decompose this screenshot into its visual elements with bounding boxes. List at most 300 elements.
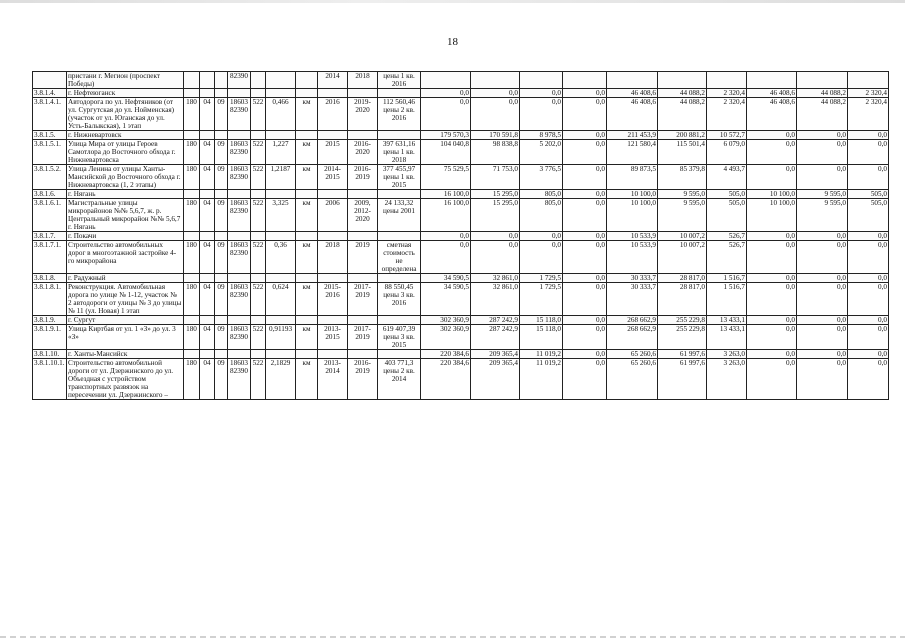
cell-expense-type: 522 [251,199,266,232]
cell-2019-region: 287 242,9 [471,325,520,350]
cell-2019-total: 75 529,5 [421,165,471,190]
cell-expense-type: 522 [251,165,266,190]
cell-2020-region: 9 595,0 [658,199,707,232]
cell-build-years [348,190,378,199]
cell-code: 3.8.1.4. [33,89,67,98]
cell-2019-local: 15 118,0 [520,316,563,325]
cell-object-name: г. Радужный [67,274,184,283]
table-row [33,283,889,316]
cell-expense-type [251,316,266,325]
table-row [33,165,889,190]
cell-object-name: Автодорога по ул. Нефтяников (от ул. Сургутская до ул. Нойменская) (участок от ул. Юганская до ул. Усть-Балыкская), 1 этап [67,98,184,131]
cell-2021-local [848,72,889,89]
cell-2019-total: 0,0 [421,98,471,131]
cell-2019-total: 34 590,5 [421,274,471,283]
cell-2020-local: 1 516,7 [707,283,747,316]
cell-target-article: 82390 [228,72,251,89]
cell-capacity: 1,2187 [266,165,296,190]
cell-2019-local: 5 202,0 [520,140,563,165]
cell-section [200,274,215,283]
scan-edge-top [0,0,905,3]
cell-section: 04 [200,283,215,316]
cell-object-name: Улица Мира от улицы Героев Самотлора до Восточного обхода г. Нижневартовска [67,140,184,165]
cell-code: 3.8.1.6.1. [33,199,67,232]
cell-2021-local: 0,0 [848,232,889,241]
cell-2020-region: 61 997,6 [658,350,707,359]
cell-2020-region: 61 997,6 [658,359,707,400]
cell-subsection [215,131,228,140]
cell-unit [296,316,318,325]
cell-2021-region: 0,0 [797,131,848,140]
cell-section: 04 [200,140,215,165]
cell-target-article [228,131,251,140]
cell-2021-region: 0,0 [797,232,848,241]
cell-build-years: 2009, 2012-2020 [348,199,378,232]
cell-code: 3.8.1.8.1. [33,283,67,316]
cell-object-name: пристани г. Мегион (проспект Победы) [67,72,184,89]
cell-2019-other: 0,0 [563,89,607,98]
cell-2021-local: 0,0 [848,274,889,283]
cell-2020-local: 6 079,0 [707,140,747,165]
cell-2021-local: 0,0 [848,131,889,140]
cell-2019-local: 11 019,2 [520,359,563,400]
cell-target-article [228,190,251,199]
cell-ministry-code: 180 [184,165,200,190]
cell-2020-region: 10 007,2 [658,232,707,241]
cell-2019-local: 1 729,5 [520,283,563,316]
cell-unit [296,131,318,140]
cell-2021-local: 505,0 [848,199,889,232]
cell-2019-local: 3 776,5 [520,165,563,190]
cell-design-years: 2016 [318,98,348,131]
cell-2020-total: 10 533,9 [607,241,658,274]
cell-estimated-cost: 619 407,39 цены 3 кв. 2015 [378,325,421,350]
table-body [33,72,889,400]
cell-subsection [215,190,228,199]
cell-2019-other: 0,0 [563,190,607,199]
cell-capacity: 1,227 [266,140,296,165]
cell-unit [296,274,318,283]
cell-2020-local: 13 433,1 [707,325,747,350]
cell-unit: км [296,283,318,316]
cell-2021-total: 0,0 [747,131,797,140]
cell-expense-type [251,131,266,140]
cell-2021-local: 0,0 [848,316,889,325]
cell-unit [296,232,318,241]
cell-2019-other [563,72,607,89]
cell-code [33,72,67,89]
cell-2019-other: 0,0 [563,199,607,232]
cell-2020-region: 28 817,0 [658,274,707,283]
cell-unit [296,190,318,199]
cell-capacity [266,190,296,199]
cell-unit [296,350,318,359]
cell-2019-total: 104 040,8 [421,140,471,165]
cell-2021-region: 0,0 [797,165,848,190]
cell-subsection [215,232,228,241]
cell-code: 3.8.1.7. [33,232,67,241]
cell-section [200,89,215,98]
cell-2019-other: 0,0 [563,131,607,140]
cell-2020-local: 505,0 [707,190,747,199]
cell-build-years: 2017-2019 [348,325,378,350]
cell-subsection: 09 [215,325,228,350]
cell-2021-local: 505,0 [848,190,889,199]
table-row [33,89,889,98]
cell-target-article: 18603 82390 [228,140,251,165]
cell-design-years [318,190,348,199]
cell-code: 3.8.1.6. [33,190,67,199]
cell-2019-region: 15 295,0 [471,190,520,199]
cell-2021-region: 9 595,0 [797,199,848,232]
cell-2019-total: 0,0 [421,89,471,98]
cell-design-years: 2018 [318,241,348,274]
cell-target-article [228,350,251,359]
cell-capacity [266,131,296,140]
cell-2019-region [471,72,520,89]
cell-object-name: г. Покачи [67,232,184,241]
cell-design-years: 2006 [318,199,348,232]
cell-2021-total: 46 408,6 [747,89,797,98]
cell-subsection: 09 [215,165,228,190]
cell-2021-local: 0,0 [848,325,889,350]
cell-code: 3.8.1.9. [33,316,67,325]
table-row [33,199,889,232]
cell-2021-total: 0,0 [747,274,797,283]
cell-estimated-cost [378,190,421,199]
cell-2020-local: 10 572,7 [707,131,747,140]
cell-2019-local: 805,0 [520,199,563,232]
cell-2021-total: 0,0 [747,165,797,190]
cell-subsection: 09 [215,359,228,400]
cell-object-name: Строительство автомобильной дороги от ул. Дзержинского до ул. Объездная с устройством транспортных развязок на пересечении ул. Дзержинского – [67,359,184,400]
cell-subsection [215,89,228,98]
cell-estimated-cost [378,131,421,140]
cell-section [200,232,215,241]
cell-expense-type: 522 [251,241,266,274]
cell-section [200,350,215,359]
cell-2019-other: 0,0 [563,165,607,190]
cell-2021-region: 0,0 [797,274,848,283]
cell-2021-total: 0,0 [747,140,797,165]
cell-ministry-code: 180 [184,98,200,131]
cell-estimated-cost [378,274,421,283]
cell-design-years: 2015-2016 [318,283,348,316]
cell-2021-local: 0,0 [848,350,889,359]
cell-2021-total: 0,0 [747,359,797,400]
cell-code: 3.8.1.7.1. [33,241,67,274]
cell-2021-region: 0,0 [797,140,848,165]
cell-2020-region: 200 881,2 [658,131,707,140]
cell-2019-local: 15 118,0 [520,325,563,350]
cell-2019-other: 0,0 [563,98,607,131]
table-row [33,274,889,283]
cell-unit: км [296,199,318,232]
cell-2021-region: 44 088,2 [797,98,848,131]
cell-ministry-code [184,131,200,140]
cell-subsection: 09 [215,241,228,274]
cell-design-years [318,131,348,140]
cell-design-years: 2014-2015 [318,165,348,190]
cell-2020-total: 46 408,6 [607,98,658,131]
cell-subsection: 09 [215,283,228,316]
cell-target-article [228,232,251,241]
cell-build-years [348,350,378,359]
cell-subsection [215,350,228,359]
budget-table-wrapper [32,71,888,400]
cell-code: 3.8.1.5. [33,131,67,140]
cell-2020-total: 65 260,6 [607,359,658,400]
cell-2021-total: 0,0 [747,232,797,241]
cell-object-name: Строительство автомобильных дорог в многоэтажной застройке 4-го микрорайона [67,241,184,274]
cell-2020-total: 65 260,6 [607,350,658,359]
cell-2019-total: 16 100,0 [421,190,471,199]
cell-subsection: 09 [215,98,228,131]
cell-2019-other: 0,0 [563,232,607,241]
cell-estimated-cost: 88 550,45 цены 3 кв. 2016 [378,283,421,316]
cell-2019-region: 32 861,0 [471,283,520,316]
cell-estimated-cost: 377 455,97 цены 1 кв. 2015 [378,165,421,190]
cell-build-years: 2016-2019 [348,359,378,400]
cell-unit [296,89,318,98]
table-row [33,190,889,199]
cell-object-name: г. Ханты-Мансийск [67,350,184,359]
cell-2020-region: 44 088,2 [658,98,707,131]
cell-section [200,316,215,325]
cell-expense-type [251,89,266,98]
cell-2021-total: 0,0 [747,325,797,350]
cell-design-years [318,316,348,325]
cell-section [200,190,215,199]
cell-2019-local: 805,0 [520,190,563,199]
cell-code: 3.8.1.10. [33,350,67,359]
table-row [33,325,889,350]
cell-capacity: 0,466 [266,98,296,131]
cell-capacity: 0,91193 [266,325,296,350]
table-row [33,140,889,165]
cell-unit: км [296,98,318,131]
cell-design-years: 2014 [318,72,348,89]
cell-2020-total: 10 100,0 [607,190,658,199]
cell-2019-total: 0,0 [421,232,471,241]
cell-estimated-cost: сметная стоимость не определена [378,241,421,274]
cell-target-article: 18603 82390 [228,283,251,316]
cell-2021-total: 0,0 [747,283,797,316]
cell-estimated-cost [378,232,421,241]
cell-section: 04 [200,359,215,400]
cell-2021-total [747,72,797,89]
cell-target-article: 18603 82390 [228,199,251,232]
cell-2019-total: 302 360,9 [421,316,471,325]
cell-2019-local: 0,0 [520,241,563,274]
cell-2019-total: 16 100,0 [421,199,471,232]
cell-expense-type: 522 [251,140,266,165]
cell-2021-total: 0,0 [747,316,797,325]
cell-2020-local: 3 263,0 [707,350,747,359]
cell-2021-local: 2 320,4 [848,89,889,98]
cell-section [200,131,215,140]
cell-build-years [348,89,378,98]
cell-ministry-code [184,232,200,241]
cell-ministry-code: 180 [184,140,200,165]
cell-expense-type: 522 [251,283,266,316]
cell-2021-region: 0,0 [797,350,848,359]
cell-2020-region: 28 817,0 [658,283,707,316]
cell-expense-type: 522 [251,359,266,400]
cell-2019-region: 71 753,0 [471,165,520,190]
cell-2019-local [520,72,563,89]
cell-2019-region: 0,0 [471,89,520,98]
cell-2019-total: 302 360,9 [421,325,471,350]
cell-code: 3.8.1.5.1. [33,140,67,165]
cell-estimated-cost [378,350,421,359]
cell-section: 04 [200,325,215,350]
cell-2019-total: 220 384,6 [421,350,471,359]
cell-design-years [318,350,348,359]
cell-build-years: 2017-2019 [348,283,378,316]
cell-subsection [215,316,228,325]
cell-section: 04 [200,199,215,232]
table-row [33,72,889,89]
cell-2020-local: 526,7 [707,232,747,241]
cell-2020-region: 115 501,4 [658,140,707,165]
cell-2020-total: 30 333,7 [607,274,658,283]
cell-code: 3.8.1.9.1. [33,325,67,350]
cell-2021-local: 0,0 [848,241,889,274]
cell-2021-region: 44 088,2 [797,89,848,98]
cell-expense-type [251,274,266,283]
cell-unit: км [296,359,318,400]
cell-expense-type [251,72,266,89]
cell-2020-local [707,72,747,89]
cell-2021-total: 46 408,6 [747,98,797,131]
cell-capacity: 0,624 [266,283,296,316]
cell-2021-total: 0,0 [747,350,797,359]
cell-2019-local: 0,0 [520,98,563,131]
cell-2020-local: 1 516,7 [707,274,747,283]
cell-expense-type [251,190,266,199]
cell-2020-local: 3 263,0 [707,359,747,400]
cell-target-article: 18603 82390 [228,325,251,350]
cell-2020-total: 10 100,0 [607,199,658,232]
cell-unit: км [296,165,318,190]
cell-design-years [318,232,348,241]
cell-capacity [266,274,296,283]
cell-ministry-code: 180 [184,199,200,232]
cell-2020-total: 268 662,9 [607,325,658,350]
budget-table [32,71,889,400]
cell-2019-local: 1 729,5 [520,274,563,283]
cell-estimated-cost [378,89,421,98]
cell-2019-local: 8 978,5 [520,131,563,140]
cell-2020-total: 30 333,7 [607,283,658,316]
cell-expense-type [251,350,266,359]
cell-build-years [348,316,378,325]
table-row [33,131,889,140]
cell-code: 3.8.1.10.1. [33,359,67,400]
cell-capacity: 3,325 [266,199,296,232]
cell-2019-region: 15 295,0 [471,199,520,232]
cell-2019-total: 220 384,6 [421,359,471,400]
cell-unit [296,72,318,89]
cell-ministry-code [184,350,200,359]
cell-estimated-cost: 403 771,3 цены 2 кв. 2014 [378,359,421,400]
cell-2019-total: 179 570,3 [421,131,471,140]
cell-2020-total: 211 453,9 [607,131,658,140]
cell-2020-region: 255 229,8 [658,325,707,350]
cell-2020-local: 13 433,1 [707,316,747,325]
cell-target-article [228,316,251,325]
cell-2019-total: 0,0 [421,241,471,274]
cell-object-name: г. Нижневартовск [67,131,184,140]
cell-ministry-code: 180 [184,283,200,316]
cell-object-name: г. Нефтеюганск [67,89,184,98]
cell-2020-region [658,72,707,89]
cell-capacity [266,350,296,359]
cell-target-article: 18603 82390 [228,98,251,131]
cell-2021-local: 2 320,4 [848,98,889,131]
cell-object-name: г. Сургут [67,316,184,325]
cell-object-name: г. Нягань [67,190,184,199]
cell-object-name: Улица Киртбая от ул. 1 «З» до ул. 3 «З» [67,325,184,350]
cell-2019-other: 0,0 [563,325,607,350]
cell-unit: км [296,241,318,274]
cell-2020-local: 526,7 [707,241,747,274]
cell-2019-local: 0,0 [520,89,563,98]
cell-2020-region: 10 007,2 [658,241,707,274]
cell-unit: км [296,325,318,350]
cell-2020-local: 2 320,4 [707,89,747,98]
cell-section: 04 [200,98,215,131]
cell-capacity [266,232,296,241]
cell-ministry-code [184,72,200,89]
cell-2019-other: 0,0 [563,283,607,316]
cell-2020-total: 10 533,9 [607,232,658,241]
cell-2021-local: 0,0 [848,283,889,316]
cell-ministry-code [184,316,200,325]
cell-section: 04 [200,241,215,274]
table-row [33,350,889,359]
cell-ministry-code: 180 [184,325,200,350]
cell-2021-region: 9 595,0 [797,190,848,199]
cell-2020-region: 85 379,8 [658,165,707,190]
cell-2021-region [797,72,848,89]
cell-2019-region: 32 861,0 [471,274,520,283]
cell-target-article: 18603 82390 [228,165,251,190]
cell-2019-region: 0,0 [471,241,520,274]
cell-ministry-code [184,274,200,283]
cell-2020-total: 121 580,4 [607,140,658,165]
page-number: 18 [447,36,458,48]
cell-2020-local: 2 320,4 [707,98,747,131]
cell-ministry-code: 180 [184,241,200,274]
cell-2020-total [607,72,658,89]
cell-capacity: 0,36 [266,241,296,274]
cell-2021-total: 10 100,0 [747,190,797,199]
cell-target-article: 18603 82390 [228,241,251,274]
cell-2020-region: 9 595,0 [658,190,707,199]
cell-2020-total: 89 873,5 [607,165,658,190]
cell-2021-region: 0,0 [797,359,848,400]
table-row [33,98,889,131]
cell-2020-local: 4 493,7 [707,165,747,190]
cell-capacity [266,89,296,98]
cell-2019-other: 0,0 [563,241,607,274]
cell-2021-region: 0,0 [797,316,848,325]
cell-expense-type: 522 [251,98,266,131]
cell-build-years [348,131,378,140]
cell-section: 04 [200,165,215,190]
